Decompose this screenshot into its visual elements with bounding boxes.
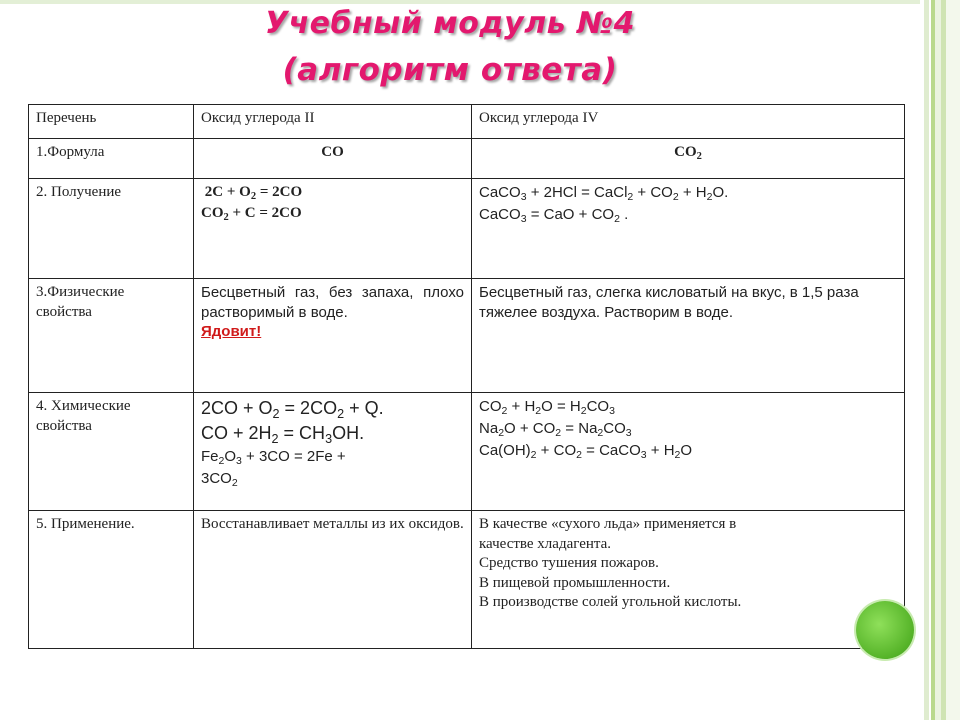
production-co2-eq2: CaCO$_3$ = CaO + $CO_2$ . [479,205,629,225]
physical-co [194,279,472,393]
row-label-formula: 1.Формула [29,139,194,179]
slide-subtitle: (алгоритм ответа) [282,52,618,88]
header-co: Оксид углерода II [194,105,472,139]
row-production [29,179,905,279]
row-label-application: 5. Применение. [29,511,194,649]
production-co2 [472,179,905,279]
formula-co2: $CO_2$ [472,139,905,179]
chemical-co-eq1: $2CO + O_2 = 2CO_2 + Q$. [201,398,384,421]
chemical-co-eq3: $Fe_2O_3 + 3CO = 2Fe$ + [201,448,346,468]
green-circle-decoration [856,601,914,659]
header-co2: Оксид углерода IV [472,105,905,139]
row-chemical [29,393,905,511]
row-label-production: 2. Получение [29,179,194,279]
row-physical [29,279,905,393]
row-label-physical: 3.Физические свойства [29,279,194,393]
physical-co2: Бесцветный газ, слегка кисловатый на вкус, в 1,5 раза тяжелее воздуха. Растворим в воде. [472,279,905,393]
production-co2-eq1: CaCO$_3$ + 2HCl = CaCl$_2$ + $CO_2 + H_2O$. [479,184,729,204]
chemical-co2-eq3: $Ca(OH)_2 + CO_2$ = CaCO$_3$ + $H_2O$ [479,441,693,461]
row-formula [29,139,905,179]
slide-decorative-stripes [920,0,960,720]
production-co-eq1: $2C + O_2 = 2CO$ [204,184,303,203]
formula-co: CO [194,139,472,179]
row-application [29,511,905,649]
chemical-co2-eq2: $Na_2O + CO_2 = Na_2CO_3$ [479,419,632,439]
production-co-eq2: $CO_2 + C = 2CO$ [201,204,302,223]
chemical-co [194,393,472,511]
header-list: Перечень [29,105,194,139]
table-header-row [29,105,905,139]
slide-title: Учебный модуль №4 [264,6,636,41]
row-label-chemical: 4. Химические свойства [29,393,194,511]
slide-top-border [0,0,920,4]
application-co2: В качестве «сухого льда» применяется в качестве хладагента. Средство тушения пожаров. В пищевой промышленности. В производстве солей угольной кислоты. [472,511,905,649]
chemical-co-eq3-cont: $3CO_2$ [201,470,238,490]
physical-co-text: Бесцветный газ, без запаха, плохо растворимый в воде. [201,284,464,321]
chemical-co2 [472,393,905,511]
application-co: Восстанавливает металлы из их оксидов. [194,511,472,649]
poison-warning: Ядовит! [201,323,262,340]
production-co [194,179,472,279]
chemical-co2-eq1: $CO_2 + H_2O = H_2CO_3$ [479,398,615,418]
comparison-table [28,104,905,649]
chemical-co-eq2: CO + $2H_2 = CH_3OH$. [201,423,365,446]
